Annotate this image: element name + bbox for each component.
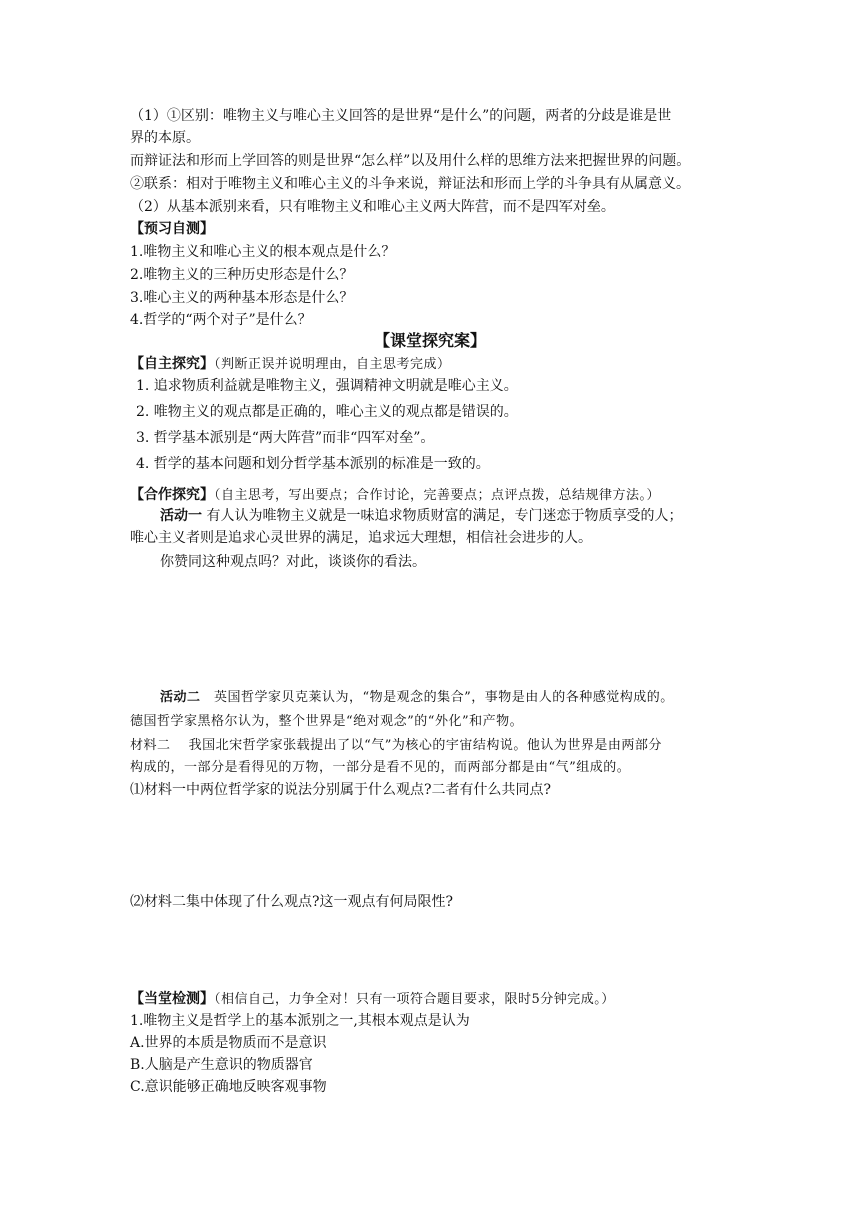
preview-item: 2.唯物主义的三种历史形态是什么？: [130, 267, 354, 283]
check-option: C.意识能够正确地反映客观事物: [130, 1079, 327, 1095]
self-inquiry-item: 1. 追求物质利益就是唯物主义，强调精神文明就是唯心主义。: [136, 378, 518, 394]
check-heading: 【当堂检测】: [130, 991, 214, 1007]
intro-p4: （2）从基本派别来看，只有唯物主义和唯心主义两大阵营，而不是四军对垒。: [130, 199, 615, 215]
intro-p3: ②联系：相对于唯物主义和唯心主义的斗争来说，辩证法和形而上学的斗争具有从属意义。: [130, 176, 690, 192]
activity-two: [160, 688, 674, 708]
self-inquiry-header: [130, 354, 451, 375]
preview-item: 1.唯物主义和唯心主义的根本观点是什么？: [130, 244, 396, 260]
classroom-title: 【课堂探究案】: [373, 331, 486, 350]
material-two-line1: 材料二 我国北宋哲学家张载提出了以“气”为核心的宇宙结构说。他认为世界是由两部分: [130, 738, 662, 753]
intro-p1-line2: 界的本原。: [130, 130, 200, 146]
preview-item: 3.唯心主义的两种基本形态是什么？: [130, 290, 354, 306]
coop-header: [130, 485, 660, 506]
intro-p2: 而辩证法和形而上学回答的则是世界“怎么样”以及用什么样的思维方法来把握世界的问题。: [130, 153, 691, 169]
material-two-line2: 构成的，一部分是看得见的万物，一部分是看不见的，而两部分都是由“气”组成的。: [130, 760, 631, 775]
activity-two-cont: 德国哲学家黑格尔认为，整个世界是“绝对观念”的“外化”和产物。: [130, 714, 524, 729]
check-option: B.人脑是产生意识的物质器官: [130, 1057, 313, 1073]
activity-one-label: 活动一: [160, 508, 202, 524]
self-inquiry-item: 3. 哲学基本派别是“两大阵营”而非“四军对垒”。: [136, 430, 435, 446]
question-one: ⑴材料一中两位哲学家的说法分别属于什么观点?二者有什么共同点?: [130, 782, 552, 798]
self-inquiry-note: （判断正误并说明理由，自主思考完成）: [214, 357, 451, 372]
activity-two-label: 活动二: [160, 690, 201, 705]
preview-item: 4.哲学的“两个对子”是什么？: [130, 312, 312, 328]
activity-one-question: 你赞同这种观点吗？对此，谈谈你的看法。: [160, 554, 426, 570]
activity-one: [160, 506, 682, 526]
coop-heading: 【合作探究】: [130, 487, 214, 503]
activity-two-text: 英国哲学家贝克莱认为，“物是观念的集合”，事物是由人的各种感觉构成的。: [200, 690, 674, 705]
check-question: 1.唯物主义是哲学上的基本派别之一,其根本观点是认为: [130, 1013, 470, 1029]
self-inquiry-item: 4. 哲学的基本问题和划分哲学基本派别的标准是一致的。: [136, 456, 490, 472]
activity-one-cont: 唯心主义者则是追求心灵世界的满足，追求远大理想，相信社会进步的人。: [130, 530, 592, 546]
check-option: A.世界的本质是物质而不是意识: [130, 1035, 327, 1051]
question-two: ⑵材料二集中体现了什么观点?这一观点有何局限性?: [130, 894, 454, 910]
self-inquiry-item: 2. 唯物主义的观点都是正确的，唯心主义的观点都是错误的。: [136, 404, 518, 420]
self-inquiry-heading: 【自主探究】: [130, 356, 214, 372]
preview-heading: 【预习自测】: [130, 221, 214, 237]
intro-p1-line1: （1）①区别：唯物主义与唯心主义回答的是世界“是什么”的问题，两者的分歧是谁是世: [130, 108, 672, 124]
activity-one-text: 有人认为唯物主义就是一味追求物质财富的满足，专门迷恋于物质享受的人；: [202, 508, 683, 524]
coop-note: （自主思考，写出要点；合作讨论，完善要点；点评点拨，总结规律方法。）: [214, 488, 661, 503]
check-note: （相信自己，力争全对！只有一项符合题目要求，限时5分钟完成。）: [214, 992, 615, 1007]
check-header: [130, 989, 615, 1010]
